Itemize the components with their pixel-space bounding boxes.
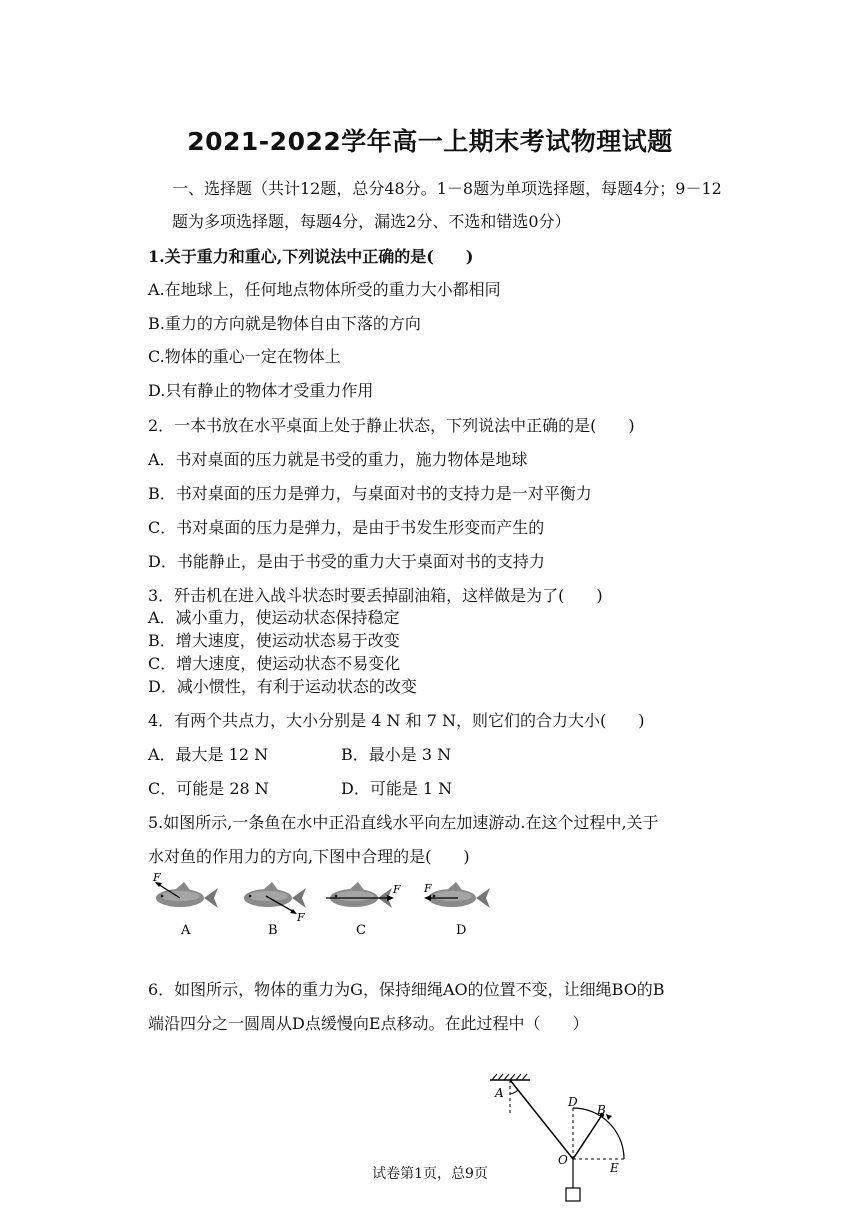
force-label-d: F — [424, 882, 432, 895]
q3-option-a: A．减小重力，使运动状态保持稳定 — [148, 608, 400, 627]
q1-option-b: B.重力的方向就是物体自由下落的方向 — [148, 314, 421, 333]
q4-option-b: B．最小是 3 N — [341, 745, 452, 764]
point-label-d: D — [568, 1095, 578, 1109]
q4-option-d: D．可能是 1 N — [341, 779, 453, 798]
force-label-a: F — [153, 872, 161, 884]
q2-stem: 2．一本书放在水平桌面上处于静止状态，下列说法中正确的是( ) — [148, 416, 635, 435]
q2-option-c: C．书对桌面的压力是弹力，是由于书发生形变而产生的 — [148, 518, 545, 537]
point-label-a: A — [495, 1086, 504, 1100]
q6-rope-diagram — [480, 1070, 650, 1214]
q3-option-c: C．增大速度，使运动状态不易变化 — [148, 654, 401, 673]
q3-option-b: B．增大速度，使运动状态易于改变 — [148, 631, 400, 650]
point-label-e: E — [610, 1161, 619, 1175]
point-label-o: O — [558, 1153, 568, 1167]
page-title: 2021-2022学年高一上期末考试物理试题 — [187, 127, 673, 156]
page-footer: 试卷第1页，总9页 — [372, 1166, 488, 1182]
fish-option-b — [244, 882, 306, 938]
q3-option-d: D．减小惯性，有利于运动状态的改变 — [148, 677, 417, 696]
fish-label-b: B — [268, 923, 278, 938]
q1-stem: 1.关于重力和重心,下列说法中正确的是( ) — [148, 247, 474, 266]
q6-stem-line1: 6．如图所示，物体的重力为G，保持细绳AO的位置不变，让细绳BO的B — [148, 980, 665, 999]
q1-option-d: D.只有静止的物体才受重力作用 — [148, 381, 374, 400]
section-instructions-line2: 题为多项选择题，每题4分，漏选2分、不选和错选0分） — [172, 212, 571, 231]
q2-option-b: B．书对桌面的压力是弹力，与桌面对书的支持力是一对平衡力 — [148, 484, 592, 503]
fish-label-c: C — [356, 923, 366, 938]
q5-fish-figure — [148, 872, 508, 942]
q4-option-c: C．可能是 28 N — [148, 779, 269, 798]
fish-option-d — [423, 882, 490, 938]
fish-label-d: D — [456, 923, 467, 938]
point-label-b: B — [597, 1103, 606, 1117]
fish-label-a: A — [181, 923, 191, 938]
q1-option-a: A.在地球上，任何地点物体所受的重力大小都相同 — [148, 280, 501, 299]
q4-stem: 4．有两个共点力，大小分别是 4 N 和 7 N，则它们的合力大小( ) — [148, 711, 645, 730]
section-instructions-line1: 一、选择题（共计12题，总分48分。1－8题为单项选择题，每题4分；9－12 — [172, 179, 722, 198]
fish-option-c — [326, 882, 401, 938]
q2-option-d: D．书能静止，是由于书受的重力大于桌面对书的支持力 — [148, 552, 545, 571]
q1-option-c: C.物体的重心一定在物体上 — [148, 347, 341, 366]
q5-stem-line1: 5.如图所示,一条鱼在水中正沿直线水平向左加速游动.在这个过程中,关于 — [148, 813, 659, 832]
q5-stem-line2: 水对鱼的作用力的方向,下图中合理的是( ) — [148, 847, 470, 866]
fish-option-a — [152, 872, 218, 938]
q3-stem: 3．歼击机在进入战斗状态时要丢掉副油箱，这样做是为了( ) — [148, 586, 603, 605]
q6-stem-line2: 端沿四分之一圆周从D点缓慢向E点移动。在此过程中（ ） — [148, 1014, 589, 1033]
force-label-c: F — [393, 883, 401, 896]
q4-option-a: A．最大是 12 N — [148, 745, 269, 764]
q2-option-a: A．书对桌面的压力就是书受的重力，施力物体是地球 — [148, 450, 528, 469]
force-label-b: F — [297, 911, 305, 924]
